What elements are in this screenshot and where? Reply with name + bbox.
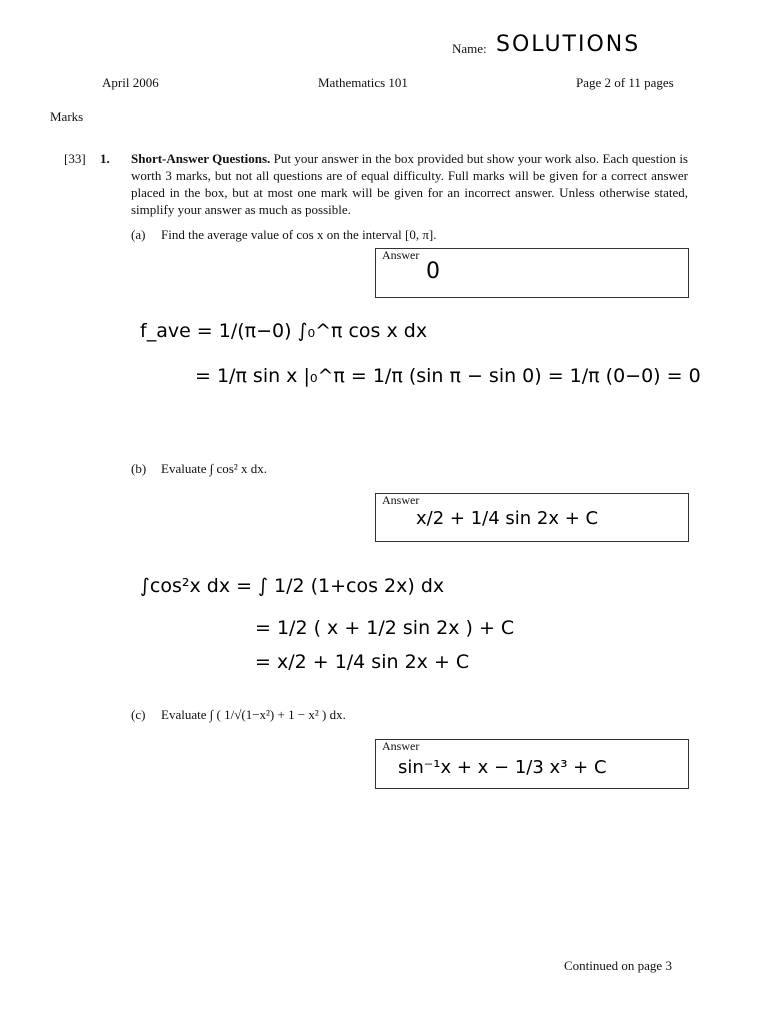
part-a-prompt: Find the average value of cos x on the interval [0, π].	[161, 227, 437, 242]
page-number: Page 2 of 11 pages	[576, 75, 674, 90]
part-b-work-line-1: ∫cos²x dx = ∫ 1/2 (1+cos 2x) dx	[140, 575, 445, 597]
part-b-work-line-2: = 1/2 ( x + 1/2 sin 2x ) + C	[255, 617, 515, 639]
part-b-answer: x/2 + 1/4 sin 2x + C	[416, 508, 599, 529]
part-c-label: (c)	[131, 707, 146, 722]
question-text	[131, 150, 688, 218]
part-a-answer-box[interactable]	[375, 248, 689, 298]
part-b-label: (b)	[131, 461, 147, 476]
question-instructions: Put your answer in the box provided but show your work also. Each question is worth 3 marks, but not all questions are of equal difficulty. Full marks will be given for a correct answer placed in the box, but at most one mark will be given for an incorrect answer. Unless otherwise stated, simplify your answer as much as possible.	[131, 151, 688, 217]
part-a-work-line-2: = 1/π sin x |₀^π = 1/π (sin π − sin 0) = 1/π (0−0) = 0	[195, 365, 701, 387]
answer-label: Answer	[382, 493, 420, 507]
name-value: SOLUTIONS	[496, 32, 641, 57]
part-c-answer: sin⁻¹x + x − 1/3 x³ + C	[398, 757, 607, 778]
question-title: Short-Answer Questions.	[131, 151, 271, 166]
part-a-answer: 0	[426, 259, 440, 284]
answer-label: Answer	[382, 248, 420, 262]
part-b-answer-box[interactable]	[375, 493, 689, 542]
part-c-prompt: Evaluate ∫ ( 1/√(1−x²) + 1 − x² ) dx.	[161, 707, 346, 722]
exam-date: April 2006	[102, 75, 159, 90]
part-a-work-line-1: f_ave = 1/(π−0) ∫₀^π cos x dx	[140, 320, 428, 342]
continued-note: Continued on page 3	[564, 958, 672, 973]
question-number: 1.	[100, 151, 110, 166]
answer-label: Answer	[382, 739, 420, 753]
part-b-prompt: Evaluate ∫ cos² x dx.	[161, 461, 268, 476]
question-marks: [33]	[64, 151, 86, 166]
part-b-work-line-3: = x/2 + 1/4 sin 2x + C	[255, 651, 470, 673]
part-a-label: (a)	[131, 227, 146, 242]
marks-column-label: Marks	[50, 109, 84, 124]
course-name: Mathematics 101	[318, 75, 408, 90]
part-c-answer-box[interactable]	[375, 739, 689, 789]
name-label: Name:	[452, 41, 487, 56]
